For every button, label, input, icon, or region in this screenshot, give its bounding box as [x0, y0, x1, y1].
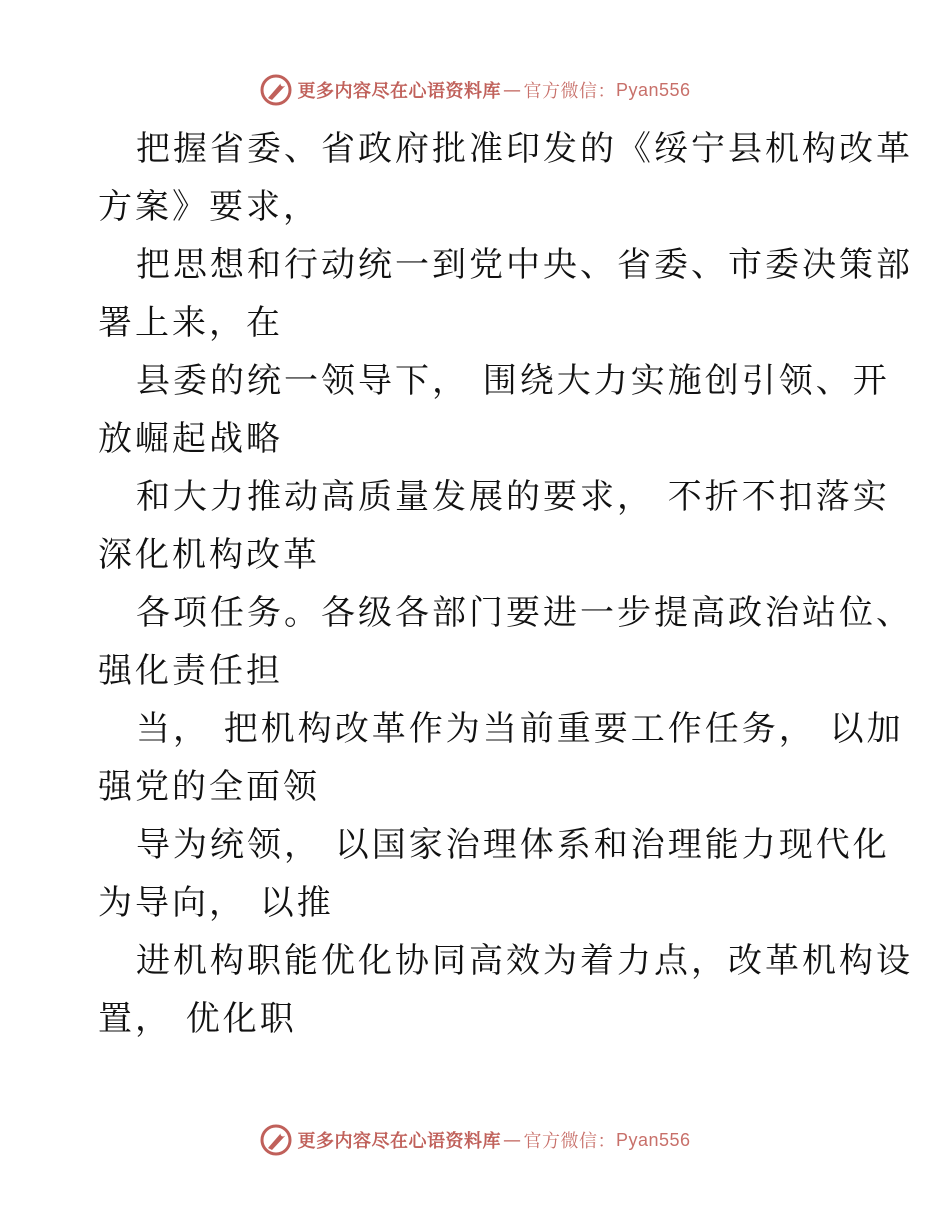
paragraph [98, 468, 890, 584]
paragraph [98, 120, 913, 236]
paragraph-line: 置， 优化职 [98, 999, 297, 1039]
paragraph [98, 932, 913, 1048]
watermark-site-text: 更多内容尽在心语资料库 [297, 1131, 501, 1152]
document-body [98, 120, 913, 1048]
paragraph-line: 强化责任担 [98, 651, 283, 691]
watermark-wechat-label: 官方微信： [523, 1131, 616, 1152]
paragraph-line: 放崛起战略 [98, 419, 283, 459]
paragraph-line: 深化机构改革 [98, 535, 320, 575]
paragraph-line: 把思想和行动统一到党中央、省委、市委决策部 [136, 245, 913, 285]
paragraph-line: 各项任务。各级各部门要进一步提高政治站位、 [136, 593, 913, 633]
paragraph [98, 584, 913, 700]
paragraph-line: 进机构职能优化协同高效为着力点，改革机构设 [136, 941, 913, 981]
paragraph [98, 700, 904, 816]
watermark-wechat-id: Pyan556 [615, 1129, 691, 1150]
paragraph-line: 导为统领， 以国家治理体系和治理能力现代化 [136, 825, 890, 865]
paragraph-line: 把握省委、省政府批准印发的《绥宁县机构改革 [136, 129, 913, 169]
watermark-site-text: 更多内容尽在心语资料库 [297, 81, 501, 102]
paragraph [98, 236, 913, 352]
paragraph-line: 方案》要求， [98, 187, 320, 227]
watermark-separator: — [502, 79, 522, 101]
watermark-wechat-id: Pyan556 [615, 79, 691, 100]
watermark-separator: — [502, 1129, 522, 1151]
paragraph [98, 352, 890, 468]
paragraph-line: 署上来，在 [98, 303, 283, 343]
watermark-wechat-label: 官方微信： [523, 81, 616, 102]
paragraph-line: 当， 把机构改革作为当前重要工作任务， 以加 [136, 709, 904, 749]
paragraph-line: 为导向， 以推 [98, 883, 334, 923]
paragraph-line: 和大力推动高质量发展的要求， 不折不扣落实 [136, 477, 890, 517]
paragraph-line: 县委的统一领导下， 围绕大力实施创引领、开 [136, 361, 890, 401]
paragraph-line: 强党的全面领 [98, 767, 320, 807]
pen-logo-icon [259, 1123, 293, 1157]
paragraph [98, 816, 890, 932]
footer-watermark [0, 1122, 950, 1158]
pen-logo-icon [259, 73, 293, 107]
header-watermark [0, 72, 950, 108]
